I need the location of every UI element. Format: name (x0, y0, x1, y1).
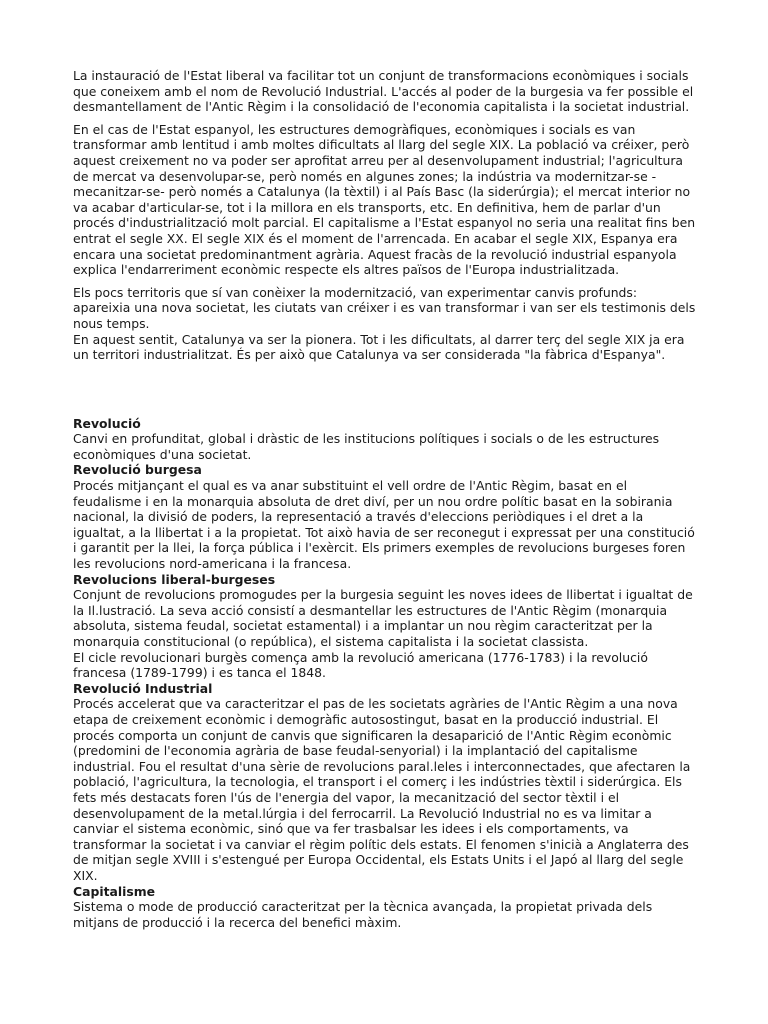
glossary-term-capitalisme: Capitalisme (73, 883, 156, 899)
glossary-term-revolucions-liberal-burgeses: Revolucions liberal-burgeses (73, 571, 276, 587)
glossary-term-revolucio-burgesa: Revolució burgesa (73, 462, 202, 478)
glossary-definition-revolucio-industrial: Procés accelerat que va caracteritzar el pas de les societats agràries de l'Antic Règim a una nova etapa de creixement econòmic i demogràfic autosostingut, basat en la producció industrial. El procés comporta un conjunt de canvis que significaren la desaparició de l'Antic Règim econòmic (predomini de l'economia agrària de base feudal-senyorial) i la implantació del capitalisme industrial. Fou el resultat d'una sèrie de revolucions paral.leles i interconnectades, que afectaren la població, l'agricultura, la tecnologia, el transport i el comerç i les indústries tèxtil i siderúrgica. Els fets més destacats foren l'ús de l'energia del vapor, la mecanització del sector tèxtil i el desenvolupament de la metal.lúrgia i del ferrocarril. La Revolució Industrial no es va limitar a canviar el sistema econòmic, sinó que va fer trasbalsar les idees i els comportaments, va transformar la societat i va canviar el règim polític dels estats. El fenomen s'inicià a Anglaterra des de mitjan segle XVIII i s'estengué per Europa Occidental, els Estats Units i el Japó al llarg del segle XIX. (73, 696, 691, 883)
glossary-term-revolucio: Revolució (73, 415, 141, 431)
glossary-definition-revolucions-liberal-burgeses-cont: El cicle revolucionari burgès comença amb la revolució americana (1776-1783) i la revolució francesa (1789-1799) i es tanca el 1848. (73, 649, 648, 681)
intro-paragraph-1: La instauració de l'Estat liberal va facilitar tot un conjunt de transformacions econòmiques i socials que coneixem amb el nom de Revolució Industrial. L'accés al poder de la burgesia va fer possible el desmantellament de l'Antic Règim i la consolidació de l'economia capitalista i la societat industrial. (73, 68, 694, 115)
intro-paragraph-4: En aquest sentit, Catalunya va ser la pionera. Tot i les dificultats, al darrer terç del segle XIX ja era un territori industrialitzat. És per això que Catalunya va ser considerada "la fàbrica d'Espanya". (73, 331, 685, 363)
glossary-definition-revolucio-burgesa: Procés mitjançant el qual es va anar substituint el vell ordre de l'Antic Règim, basat en el feudalisme i en la monarquia absoluta de dret diví, per un nou ordre polític basat en la sobirania nacional, la divisió de poders, la representació a través d'eleccions periòdiques i el dret a la igualtat, a la llibertat i a la propietat. Tot això havia de ser reconegut i expressat per una constitució i garantit per la llei, la força pública i l'exèrcit. Els primers exemples de revolucions burgeses foren les revolucions nord-americana i la francesa. (73, 478, 695, 572)
intro-paragraph-2: En el cas de l'Estat espanyol, les estructures demogràfiques, econòmiques i socials es van transformar amb lentitud i amb moltes dificultats al llarg del segle XIX. La població va créixer, però aquest creixement no va poder ser aprofitat arreu per al desenvolupament industrial; l'agricultura de mercat va desenvolupar-se, però només en algunes zones; la indústria va modernitzar-se -mecanitzar-se- però només a Catalunya (la tèxtil) i al País Basc (la siderúrgia); el mercat interior no va acabar d'articular-se, tot i la millora en els transports, etc. En definitiva, hem de parlar d'un procés d'industrialització molt parcial. El capitalisme a l'Estat espanyol no seria una realitat fins ben entrat el segle XX. El segle XIX és el moment de l'arrencada. En acabar el segle XIX, Espanya era encara una societat predominantment agrària. Aquest fracàs de la revolució industrial espanyola explica l'endarreriment econòmic respecte els altres països de l'Europa industrialitzada. (73, 121, 696, 278)
document-page (73, 68, 698, 930)
glossary-term-revolucio-industrial: Revolució Industrial (73, 680, 213, 696)
glossary-definition-revolucio: Canvi en profunditat, global i dràstic de les institucions polítiques i socials o de les estructures econòmiques d'una societat. (73, 431, 660, 462)
section-spacer (73, 370, 698, 416)
intro-section (73, 68, 698, 363)
intro-paragraph-3: Els pocs territoris que sí van conèixer la modernització, van experimentar canvis profunds: apareixia una nova societat, les ciutats van créixer i es van transformar i van ser els testimonis dels nous temps. (73, 284, 696, 331)
glossary-definition-revolucions-liberal-burgeses: Conjunt de revolucions promogudes per la burgesia seguint les noves idees de llibertat i igualtat de la Il.lustració. La seva acció consistí a desmantellar les estructures de l'Antic Règim (monarquia absoluta, sistema feudal, societat estamental) i a implantar un nou règim caracteritzat per la monarquia constitucional (o república), el sistema capitalista i la societat classista. (73, 587, 693, 649)
glossary-section (73, 416, 698, 931)
glossary-definition-capitalisme: Sistema o mode de producció caracteritzat per la tècnica avançada, la propietat privada dels mitjans de producció i la recerca del benefici màxim. (73, 899, 653, 930)
